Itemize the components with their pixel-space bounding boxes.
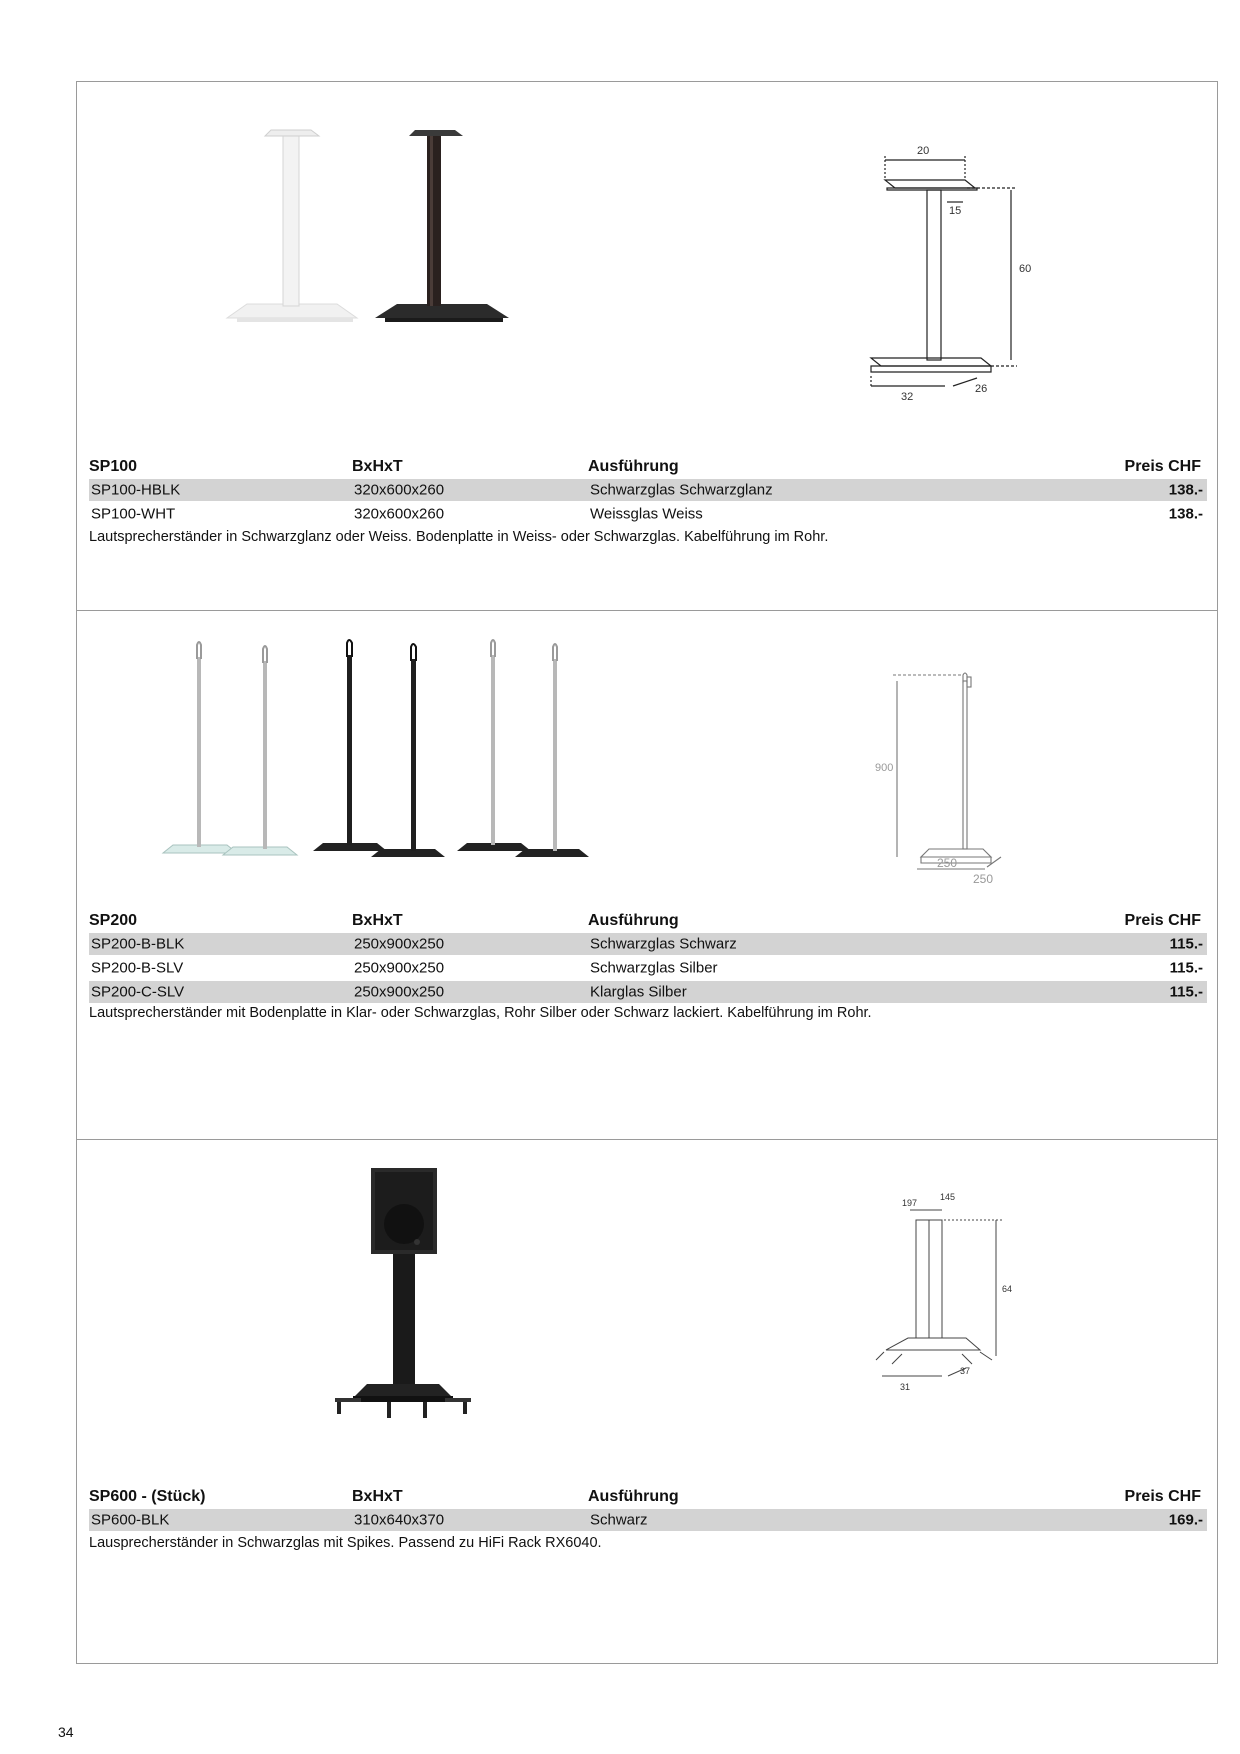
product-description-sp200: Lautsprecherständer mit Bodenplatte in Klar- oder Schwarzglas, Rohr Silber oder Schwarz lackiert. Kabelführung im Rohr.: [89, 1005, 872, 1021]
row-finish: Schwarz: [590, 1511, 648, 1529]
product-description-sp100: Lautsprecherständer in Schwarzglanz oder Weiss. Bodenplatte in Weiss- oder Schwarzglas. Kabelführung im Rohr.: [89, 529, 829, 545]
dim-label-base-depth: 37: [960, 1366, 971, 1376]
dimension-drawing-sp100: [857, 132, 1137, 403]
col-finish-header: Ausführung: [588, 458, 679, 475]
table-header-sp600: [89, 1485, 1207, 1509]
product-photo-sp600: [327, 1166, 517, 1426]
row-finish: Weissglas Weiss: [590, 505, 703, 523]
col-finish-header: Ausführung: [588, 912, 679, 929]
row-finish: Schwarzglas Silber: [590, 959, 718, 977]
row-code: SP200-B-BLK: [91, 935, 185, 953]
row-finish: Schwarzglas Schwarzglanz: [590, 481, 773, 499]
row-dims: 320x600x260: [354, 481, 445, 499]
dim-label-top-width: 197: [902, 1198, 918, 1208]
table-row: [89, 479, 1207, 501]
row-price: 115.-: [1169, 935, 1203, 953]
col-dims-header: BxHxT: [352, 912, 403, 929]
dim-label-base-width: 32: [901, 391, 914, 403]
table-row: [89, 503, 1207, 525]
table-row: [89, 957, 1207, 979]
row-dims: 250x900x250: [354, 983, 445, 1001]
dim-label-height: 900: [875, 762, 894, 774]
dim-label-top-depth: 145: [940, 1192, 956, 1202]
row-price: 138.-: [1168, 481, 1203, 499]
catalog-frame: [76, 81, 1218, 1664]
dim-label-height: 64: [1002, 1284, 1013, 1294]
row-dims: 250x900x250: [354, 935, 445, 953]
page-number: 34: [58, 1724, 74, 1740]
col-price-header: Preis CHF: [1124, 1488, 1201, 1505]
dim-label-base-width: 250: [937, 856, 958, 870]
col-price-header: Preis CHF: [1124, 912, 1201, 929]
col-dims-header: BxHxT: [352, 1488, 403, 1505]
table-row: [89, 981, 1207, 1003]
row-dims: 320x600x260: [354, 505, 445, 523]
product-section-sp600: [77, 1140, 1217, 1664]
row-finish: Schwarzglas Schwarz: [590, 935, 737, 953]
product-photo-sp200: [157, 637, 617, 897]
dim-label-base-depth: 250: [973, 872, 994, 886]
dim-label-height: 60: [1019, 263, 1032, 275]
row-code: SP100-HBLK: [91, 481, 181, 499]
col-price-header: Preis CHF: [1124, 458, 1201, 475]
row-price: 169.-: [1168, 1511, 1203, 1529]
row-price: 115.-: [1169, 959, 1203, 977]
dim-label-base-depth: 26: [975, 383, 988, 395]
col-finish-header: Ausführung: [588, 1488, 679, 1505]
table-row: [89, 933, 1207, 955]
row-code: SP200-C-SLV: [91, 983, 185, 1001]
row-dims: 250x900x250: [354, 959, 445, 977]
col-dims-header: BxHxT: [352, 458, 403, 475]
table-header-sp200: [89, 909, 1207, 933]
row-price: 115.-: [1169, 983, 1203, 1001]
product-description-sp600: Lausprecherständer in Schwarzglas mit Spikes. Passend zu HiFi Rack RX6040.: [89, 1535, 602, 1551]
dim-label-base-width: 31: [900, 1382, 911, 1392]
product-name-sp200: SP200: [89, 912, 138, 929]
dim-label-top-width: 20: [917, 145, 930, 157]
table-row: [89, 1509, 1207, 1531]
dimension-drawing-sp200: [877, 671, 1097, 901]
dim-label-top-depth: 15: [949, 205, 962, 217]
product-photo-sp100: [227, 106, 617, 366]
row-code: SP600-BLK: [91, 1511, 170, 1529]
product-section-sp200: [77, 611, 1217, 1139]
dimension-drawing-sp600: [862, 1190, 1092, 1400]
product-name-sp600: SP600 - (Stück): [89, 1488, 206, 1505]
row-code: SP100-WHT: [91, 505, 176, 523]
product-section-sp100: [77, 82, 1217, 610]
row-dims: 310x640x370: [354, 1511, 445, 1529]
row-price: 138.-: [1168, 505, 1203, 523]
table-header-sp100: [89, 455, 1207, 479]
row-code: SP200-B-SLV: [91, 959, 184, 977]
product-name-sp100: SP100: [89, 458, 138, 475]
row-finish: Klarglas Silber: [590, 983, 687, 1001]
